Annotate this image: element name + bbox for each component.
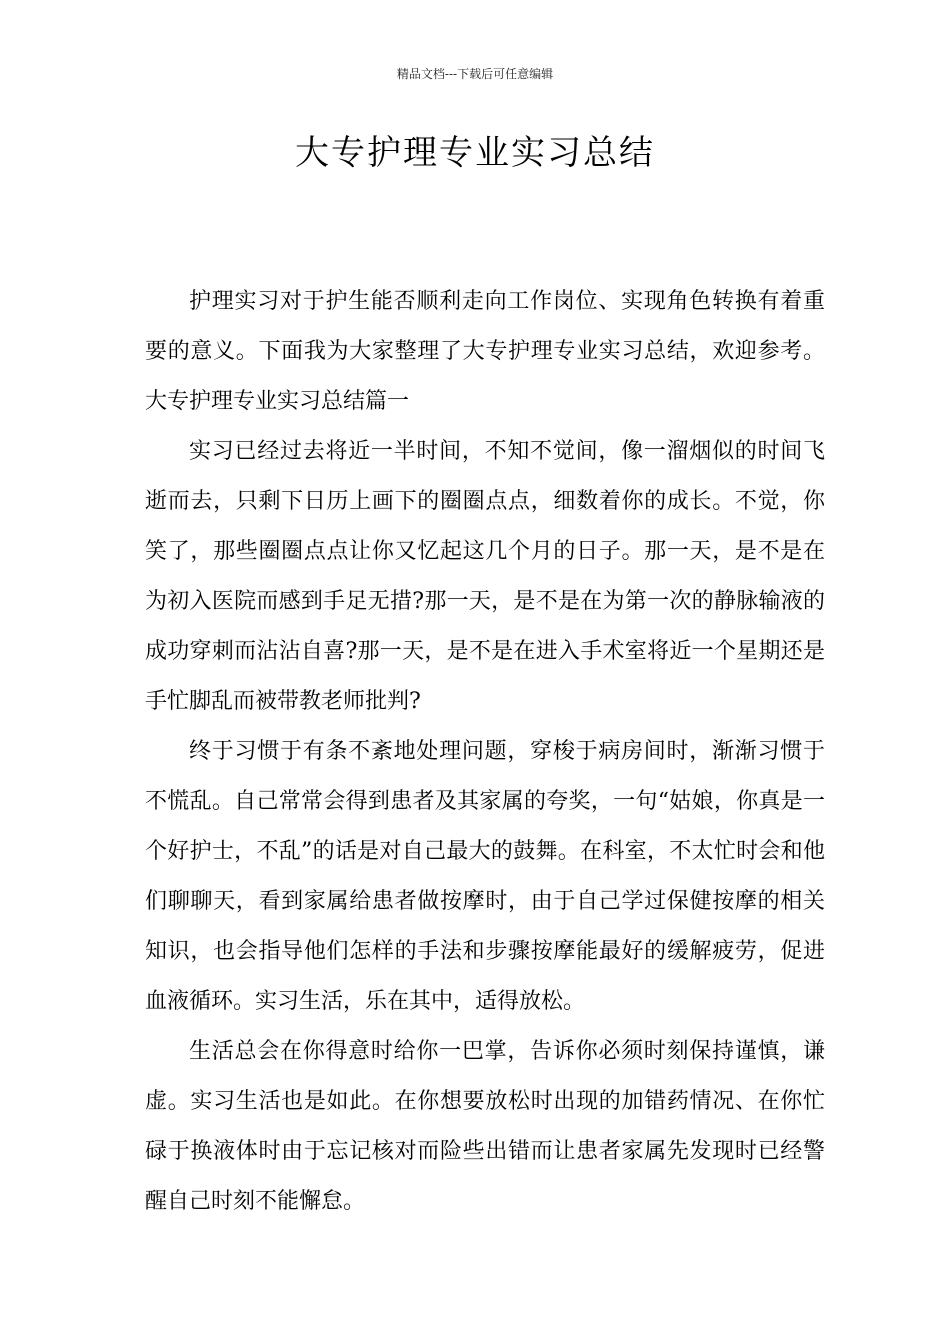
paragraph-intro: 护理实习对于护生能否顺利走向工作岗位、实现角色转换有着重要的意义。下面我为大家整理了大专护理专业实习总结，欢迎参考。大专护理专业实习总结篇一 xyxy=(145,289,825,414)
paragraph-getting-used: 终于习惯于有条不紊地处理问题，穿梭于病房间时，渐渐习惯于不慌乱。自己常常会得到患者及其家属的夸奖，一句“姑娘，你真是一个好护士，不乱”的话是对自己最大的鼓舞。在科室，不太忙时会和他们聊聊天，看到家属给患者做按摩时，由于自己学过保健按摩的相关知识，也会指导他们怎样的手法和步骤按摩能最好的缓解疲劳，促进血液循环。实习生活，乐在其中，适得放松。 xyxy=(145,739,825,1014)
paragraph-time-passing: 实习已经过去将近一半时间，不知不觉间，像一溜烟似的时间飞逝而去，只剩下日历上画下的圈圈点点，细数着你的成长。不觉，你笑了，那些圈圈点点让你又忆起这几个月的日子。那一天，是不是在为初入医院而感到手足无措?那一天，是不是在为第一次的静脉输液的成功穿刺而沾沾自喜?那一天，是不是在进入手术室将近一个星期还是手忙脚乱而被带教老师批判? xyxy=(145,439,825,714)
paragraph-caution: 生活总会在你得意时给你一巴掌，告诉你必须时刻保持谨慎，谦虚。实习生活也是如此。在你想要放松时出现的加错药情况、在你忙碌于换液体时由于忘记核对而险些出错而让患者家属先发现时已经警醒自己时刻不能懈怠。 xyxy=(145,1039,825,1214)
document-body xyxy=(145,277,825,1227)
page-header: 精品文档---下载后可任意编辑 xyxy=(396,67,554,81)
document-title: 大专护理专业实习总结 xyxy=(295,133,655,173)
